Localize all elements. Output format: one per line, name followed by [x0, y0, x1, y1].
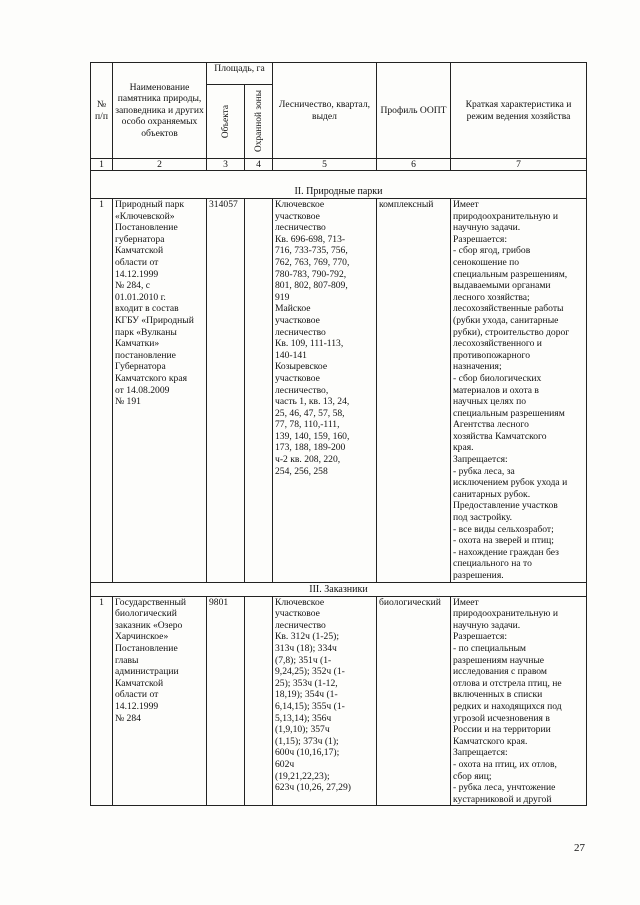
section-title-reserves: III. Заказники [91, 582, 587, 596]
column-number: 4 [245, 159, 273, 171]
row-num: 1 [91, 199, 113, 583]
column-number: 5 [273, 159, 377, 171]
table-row [91, 596, 587, 806]
row-forestry: Ключевское участковое лесничество Кв. 696-698, 713- 716, 733-735, 756, 762, 763, 769, 770, 780-783, 790-792, 801, 802, 807-809, 919 Майское участковое лесничество Кв. 109, 111-113, 140-141 Козыревское участковое лесничество, часть 1, кв. 13, 24, 25, 46, 47, 57, 58, 77, 78, 110,-111, 139, 140, 159, 160, 173, 188, 189-200 ч-2 кв. 208, 220, 254, 256, 258 [273, 199, 377, 583]
row-name: Государственный биологический заказник «Озеро Харчинское» Постановление главы администрации Камчатской области от 14.12.1999 № 284 [113, 596, 207, 806]
header-row-1 [91, 63, 587, 85]
column-number: 6 [377, 159, 451, 171]
header-area-buffer: Охранной зоны [253, 90, 264, 153]
row-buffer [245, 199, 273, 583]
page-number: 27 [574, 842, 585, 854]
header-num: № п/п [91, 63, 113, 159]
row-buffer [245, 596, 273, 806]
row-description: Имеет природоохранительную и научную задачи. Разрешается: - сбор ягод, грибов сенокошение по специальным разрешениям, выдаваемыми органами лесного хозяйства; лесохозяйственные работы (рубки ухода, санитарные рубки), строительство дорог лесохозяйственного и противопожарного назначения; - сбор биологических материалов и охота в научных целях по специальным разрешениям Агентства лесного хозяйства Камчатского края. Запрещается: - рубка леса, за исключением рубок ухода и санитарных рубок. Предоставление участков под застройку. - все виды сельхозработ; - охота на зверей и птиц; - нахождение граждан без специального на то разрешения. [451, 199, 587, 583]
column-number-row [91, 159, 587, 171]
row-profile: биологический [377, 596, 451, 806]
row-area: 314057 [207, 199, 245, 583]
section-title-parks: II. Природные парки [91, 171, 587, 199]
table-row [91, 199, 587, 583]
header-forestry: Лесничество, квартал, выдел [273, 63, 377, 159]
header-profile: Профиль ООПТ [377, 63, 451, 159]
protected-areas-table [90, 62, 587, 806]
header-area-object-cell [207, 85, 245, 159]
row-area: 9801 [207, 596, 245, 806]
row-description: Имеет природоохранительную и научную задачи. Разрешается: - по специальным разрешениям научные исследования с правом отлова и отстрела птиц, не включенных в списки редких и находящихся под угрозой исчезновения в России и на территории Камчатского края. Запрещается: - охота на птиц, их отлов, сбор яиц; - рубка леса, унчтожение кустарниковой и другой [451, 596, 587, 806]
header-area-buffer-cell [245, 85, 273, 159]
row-forestry: Ключевское участковое лесничество Кв. 312ч (1-25); 313ч (18); 334ч (7,8); 351ч (1- 9,24,25); 352ч (1- 25); 353ч (1-12, 18,19); 354ч (1- 6,14,15); 355ч (1- 5,13,14); 356ч (1,9,10); 357ч (1,15); 373ч (1); 600ч (10,16,17); 602ч (19,21,22,23); 623ч (10,26, 27,29) [273, 596, 377, 806]
column-number: 3 [207, 159, 245, 171]
header-area-object: Объекта [220, 104, 231, 139]
column-number: 1 [91, 159, 113, 171]
column-number: 2 [113, 159, 207, 171]
header-area: Площадь, га [207, 63, 273, 85]
section-heading-row [91, 171, 587, 199]
header-name: Наименование памятника природы, заповедника и других особо охраняемых объектов [113, 63, 207, 159]
column-number: 7 [451, 159, 587, 171]
header-description: Краткая характеристика и режим ведения хозяйства [451, 63, 587, 159]
row-profile: комплексный [377, 199, 451, 583]
row-num: 1 [91, 596, 113, 806]
section-heading-row [91, 582, 587, 596]
row-name: Природный парк «Ключевской» Постановление губернатора Камчатской области от 14.12.1999 № 284, с 01.01.2010 г. входит в состав КГБУ «Природный парк «Вулканы Камчатки» постановление Губернатора Камчатского края от 14.08.2009 № 191 [113, 199, 207, 583]
